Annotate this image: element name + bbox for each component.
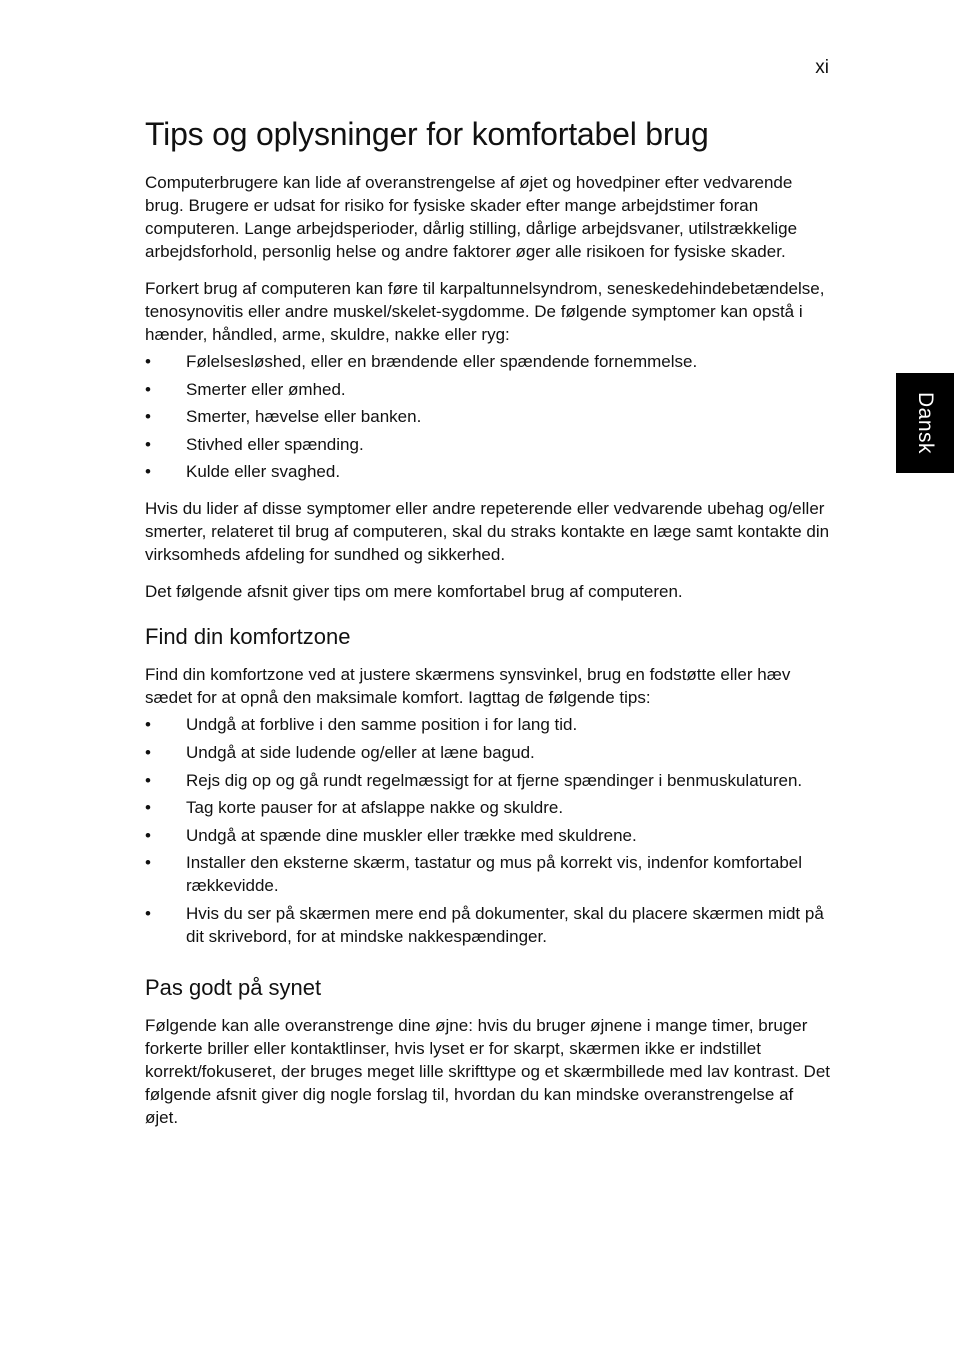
list-item bbox=[145, 824, 831, 847]
list-item-text: Smerter eller ømhed. bbox=[186, 379, 346, 399]
list-item-text: Stivhed eller spænding. bbox=[186, 434, 364, 454]
bullet-icon: • bbox=[145, 407, 151, 427]
bullet-icon: • bbox=[145, 379, 151, 399]
list-item bbox=[145, 405, 831, 428]
list-item bbox=[145, 378, 831, 401]
bullet-icon: • bbox=[145, 742, 151, 762]
list-item-text: Tag korte pauser for at afslappe nakke og skuldre. bbox=[186, 798, 564, 818]
list-item-text: Undgå at side ludende og/eller at læne bagud. bbox=[186, 742, 535, 762]
bullet-icon: • bbox=[145, 853, 151, 873]
language-tab-label: Dansk bbox=[914, 391, 937, 455]
intro-paragraph: Forkert brug af computeren kan føre til karpaltunnelsyndrom, seneskedehindebetændelse, tenosynovitis eller andre muskel/skelet-sygdomme. De følgende symptomer kan opstå i hænder, håndled, arme, skuldre, nakke eller ryg: bbox=[145, 279, 825, 344]
list-item bbox=[145, 741, 831, 764]
list-item bbox=[145, 433, 831, 456]
bullet-icon: • bbox=[145, 462, 151, 482]
bullet-icon: • bbox=[145, 770, 151, 790]
bullet-icon: • bbox=[145, 715, 151, 735]
list-item bbox=[145, 350, 831, 373]
list-item-text: Kulde eller svaghed. bbox=[186, 462, 341, 482]
list-item bbox=[145, 460, 831, 483]
list-item-text: Hvis du ser på skærmen mere end på dokumenter, skal du placere skærmen midt på dit skrivebord, for at mindske nakkespændinger. bbox=[186, 903, 824, 946]
bullet-icon: • bbox=[145, 903, 151, 923]
list-item bbox=[145, 796, 831, 819]
list-item bbox=[145, 851, 831, 897]
list-item-text: Smerter, hævelse eller banken. bbox=[186, 407, 422, 427]
list-item-text: Følelsesløshed, eller en brændende eller spændende fornemmelse. bbox=[186, 352, 698, 371]
bullet-icon: • bbox=[145, 352, 151, 371]
list-item bbox=[145, 713, 831, 736]
language-tab bbox=[896, 373, 954, 473]
list-item-text: Undgå at forblive i den samme position i for lang tid. bbox=[186, 715, 578, 735]
list-item-text: Rejs dig op og gå rundt regelmæssigt for at fjerne spændinger i benmuskulaturen. bbox=[186, 770, 803, 790]
list-item bbox=[145, 902, 831, 948]
section-paragraph: Følgende kan alle overanstrenge dine øjne: hvis du bruger øjnene i mange timer, bruger forkerte briller eller kontaktlinser, hvis lyset er for skarpt, skærmen ikke er indstillet korrekt/fokuseret, der bruges meget lille skrifttype og et skærmbillede med lav kontrast. Det følgende afsnit giver dig nogle forslag til, hvordan du kan mindske overanstrengelse af øjet. bbox=[145, 1015, 831, 1127]
list-item bbox=[145, 769, 831, 792]
bullet-icon: • bbox=[145, 798, 151, 818]
page-number: xi bbox=[815, 57, 829, 78]
bullet-icon: • bbox=[145, 825, 151, 845]
symptom-list bbox=[145, 350, 831, 483]
section-paragraph: Find din komfortzone ved at justere skærmens synsvinkel, brug en fodstøtte eller hæv sædet for at opnå den maksimale komfort. Iagttag de følgende tips: bbox=[145, 665, 791, 708]
intro-paragraph: Computerbrugere kan lide af overanstrengelse af øjet og hovedpiner efter vedvarende brug. Brugere er udsat for risiko for fysiske skader efter mange arbejdstimer foran computeren. Lange arbejdsperioder, dårlig stilling, dårlige arbejdsvaner, utilstrækkelige arbejdsforhold, personlig helse og andre faktorer øger alle risikoen for fysiske skader. bbox=[145, 173, 798, 261]
section-heading-comfort-zone: Find din komfortzone bbox=[145, 624, 351, 650]
list-item-text: Undgå at spænde dine muskler eller trække med skuldrene. bbox=[186, 825, 637, 845]
body-paragraph: Det følgende afsnit giver tips om mere komfortabel brug af computeren. bbox=[145, 582, 683, 602]
list-item-text: Installer den eksterne skærm, tastatur og mus på korrekt vis, indenfor komfortabel rækkevidde. bbox=[186, 853, 803, 896]
body-paragraph: Hvis du lider af disse symptomer eller andre repeterende eller vedvarende ubehag og/eller smerter, relateret til brug af computeren, skal du straks kontakte en læge samt kontakte din virksomheds afdeling for sundhed og sikkerhed. bbox=[145, 499, 830, 565]
page-content bbox=[145, 112, 831, 1143]
page-title: Tips og oplysninger for komfortabel brug bbox=[145, 116, 709, 152]
bullet-icon: • bbox=[145, 434, 151, 454]
comfort-tips-list bbox=[145, 713, 831, 948]
section-heading-eyesight: Pas godt på synet bbox=[145, 974, 322, 1000]
